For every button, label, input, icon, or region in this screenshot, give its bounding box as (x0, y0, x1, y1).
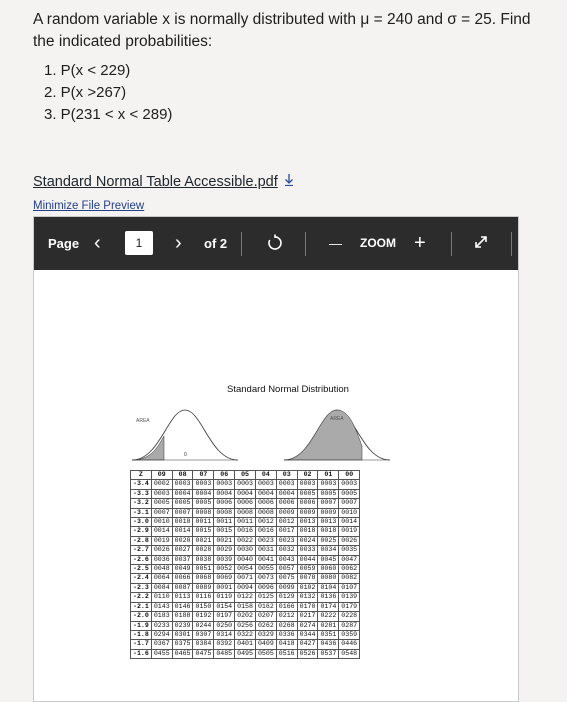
z-table-row (131, 527, 360, 536)
probability-cell: 0026 (339, 536, 360, 545)
probability-cell: 0102 (297, 583, 318, 592)
probability-cell: 0207 (255, 612, 276, 621)
probability-cell: 0018 (318, 527, 339, 536)
probability-cell: 0009 (297, 508, 318, 517)
probability-cell: 0007 (318, 499, 339, 508)
document-page (34, 270, 518, 701)
z-score-cell: -3.0 (131, 518, 152, 527)
probability-cell: 0170 (297, 602, 318, 611)
probability-cell: 0021 (214, 536, 235, 545)
probability-cell: 0475 (193, 649, 214, 658)
probability-cell: 0239 (172, 621, 193, 630)
probability-cell: 0078 (297, 574, 318, 583)
z-table-header-cell: 02 (297, 471, 318, 480)
probability-cell: 0026 (151, 546, 172, 555)
z-score-cell: -2.0 (131, 612, 152, 621)
probability-cell: 0048 (151, 565, 172, 574)
probability-cell: 0027 (172, 546, 193, 555)
z-table-row (131, 630, 360, 639)
probability-cell: 0281 (318, 621, 339, 630)
probability-cell: 0344 (297, 630, 318, 639)
probability-cell: 0301 (172, 630, 193, 639)
z-score-cell: -1.9 (131, 621, 152, 630)
probability-cell: 0087 (172, 583, 193, 592)
probability-cell: 0107 (339, 583, 360, 592)
probability-cell: 0217 (297, 612, 318, 621)
left-tail-curve (130, 402, 240, 464)
probability-cell: 0202 (235, 612, 256, 621)
z-score-cell: -1.7 (131, 640, 152, 649)
probability-cell: 0014 (172, 527, 193, 536)
z-table-header-cell: 04 (255, 471, 276, 480)
probability-cell: 0143 (151, 602, 172, 611)
probability-cell: 0007 (151, 508, 172, 517)
probability-cell: 0274 (297, 621, 318, 630)
probability-cell: 0008 (193, 508, 214, 517)
probability-cell: 0228 (339, 612, 360, 621)
probability-cell: 0009 (276, 508, 297, 517)
page-number-input[interactable]: 1 (125, 231, 153, 255)
probability-cell: 0122 (235, 593, 256, 602)
probability-cell: 0041 (255, 555, 276, 564)
probability-cell: 0322 (235, 630, 256, 639)
probability-cell: 0015 (214, 527, 235, 536)
probability-cell: 0307 (193, 630, 214, 639)
probability-cell: 0197 (214, 612, 235, 621)
chevron-left-icon[interactable]: ‹ (94, 232, 101, 254)
question-list (44, 60, 172, 126)
z-score-cell: -1.8 (131, 630, 152, 639)
probability-cell: 0004 (235, 489, 256, 498)
probability-cell: 0054 (235, 565, 256, 574)
z-score-cell: -2.8 (131, 536, 152, 545)
chevron-right-icon[interactable]: › (175, 232, 182, 254)
z-table-header-cell: 03 (276, 471, 297, 480)
probability-cell: 0010 (151, 518, 172, 527)
rotate-icon[interactable] (266, 234, 284, 254)
probability-cell: 0268 (276, 621, 297, 630)
probability-cell: 0003 (193, 480, 214, 489)
probability-cell: 0075 (276, 574, 297, 583)
probability-cell: 0055 (255, 565, 276, 574)
probability-cell: 0384 (193, 640, 214, 649)
probability-cell: 0021 (193, 536, 214, 545)
probability-cell: 0005 (172, 499, 193, 508)
probability-cell: 0032 (276, 546, 297, 555)
expand-icon[interactable] (473, 234, 489, 254)
probability-cell: 0008 (235, 508, 256, 517)
probability-cell: 0262 (255, 621, 276, 630)
probability-cell: 0005 (151, 499, 172, 508)
probability-cell: 0034 (318, 546, 339, 555)
z-score-cell: -3.2 (131, 499, 152, 508)
probability-cell: 0003 (318, 480, 339, 489)
probability-cell: 0082 (339, 574, 360, 583)
probability-cell: 0047 (339, 555, 360, 564)
probability-cell: 0166 (276, 602, 297, 611)
z-score-cell: -3.4 (131, 480, 152, 489)
probability-cell: 0066 (172, 574, 193, 583)
z-table-row (131, 612, 360, 621)
zoom-out-button[interactable]: — (329, 236, 342, 251)
document-title: Standard Normal Distribution (227, 384, 349, 395)
probability-cell: 0526 (297, 649, 318, 658)
probability-cell: 0044 (297, 555, 318, 564)
page-label: Page (48, 236, 80, 251)
z-table-row (131, 602, 360, 611)
probability-cell: 0028 (193, 546, 214, 555)
probability-cell: 0004 (214, 489, 235, 498)
probability-cell: 0548 (339, 649, 360, 658)
probability-cell: 0089 (193, 583, 214, 592)
question-item-2: 2. P(x >267) (44, 84, 127, 101)
probability-cell: 0008 (214, 508, 235, 517)
z-table-header (131, 471, 360, 480)
z-table-row (131, 536, 360, 545)
toolbar-divider (305, 232, 306, 256)
z-score-cell: -2.5 (131, 565, 152, 574)
probability-cell: 0006 (235, 499, 256, 508)
z-table-header-cell: 05 (235, 471, 256, 480)
probability-cell: 0023 (276, 536, 297, 545)
probability-cell: 0023 (255, 536, 276, 545)
z-score-cell: -3.3 (131, 489, 152, 498)
probability-cell: 0013 (318, 518, 339, 527)
probability-cell: 0233 (151, 621, 172, 630)
right-curve-label: AREA (330, 416, 344, 422)
z-table-row (131, 546, 360, 555)
probability-cell: 0222 (318, 612, 339, 621)
probability-cell: 0004 (255, 489, 276, 498)
probability-cell: 0179 (339, 602, 360, 611)
z-score-cell: -2.6 (131, 555, 152, 564)
probability-cell: 0057 (276, 565, 297, 574)
probability-cell: 0427 (297, 640, 318, 649)
probability-cell: 0003 (151, 489, 172, 498)
zoom-label: ZOOM (360, 236, 396, 250)
page-count-label: of 2 (204, 236, 228, 251)
z-score-cell: -2.4 (131, 574, 152, 583)
z-table-header-cell: 07 (193, 471, 214, 480)
probability-cell: 0116 (193, 593, 214, 602)
probability-cell: 0003 (276, 480, 297, 489)
z-score-cell: -3.1 (131, 508, 152, 517)
probability-cell: 0049 (172, 565, 193, 574)
curve-axis-label: 0 (184, 452, 187, 458)
probability-cell: 0017 (276, 527, 297, 536)
z-score-cell: -2.1 (131, 602, 152, 611)
probability-cell: 0003 (172, 480, 193, 489)
z-table-row (131, 565, 360, 574)
probability-cell: 0059 (297, 565, 318, 574)
probability-cell: 0073 (255, 574, 276, 583)
z-score-cell: -1.6 (131, 649, 152, 658)
probability-cell: 0084 (151, 583, 172, 592)
probability-cell: 0008 (255, 508, 276, 517)
probability-cell: 0068 (193, 574, 214, 583)
z-table-row (131, 621, 360, 630)
probability-cell: 0505 (255, 649, 276, 658)
probability-cell: 0359 (339, 630, 360, 639)
probability-cell: 0019 (339, 527, 360, 536)
probability-cell: 0013 (297, 518, 318, 527)
probability-cell: 0016 (255, 527, 276, 536)
probability-cell: 0010 (172, 518, 193, 527)
probability-cell: 0051 (193, 565, 214, 574)
probability-cell: 0030 (235, 546, 256, 555)
probability-cell: 0007 (339, 499, 360, 508)
z-table-row (131, 518, 360, 527)
probability-cell: 0250 (214, 621, 235, 630)
probability-cell: 0014 (151, 527, 172, 536)
probability-cell: 0002 (151, 480, 172, 489)
probability-cell: 0174 (318, 602, 339, 611)
probability-cell: 0096 (255, 583, 276, 592)
question-item-1: 1. P(x < 229) (44, 62, 131, 79)
z-table-header-cell: 09 (151, 471, 172, 480)
probability-cell: 0024 (297, 536, 318, 545)
probability-cell: 0436 (318, 640, 339, 649)
probability-cell: 0132 (297, 593, 318, 602)
probability-cell: 0455 (151, 649, 172, 658)
probability-cell: 0003 (255, 480, 276, 489)
probability-cell: 0129 (276, 593, 297, 602)
probability-cell: 0154 (214, 602, 235, 611)
probability-cell: 0003 (235, 480, 256, 489)
probability-cell: 0006 (214, 499, 235, 508)
probability-cell: 0039 (214, 555, 235, 564)
probability-cell: 0139 (339, 593, 360, 602)
z-table-row (131, 583, 360, 592)
toolbar-divider (511, 232, 512, 256)
probability-cell: 0256 (235, 621, 256, 630)
z-score-cell: -2.3 (131, 583, 152, 592)
probability-cell: 0011 (235, 518, 256, 527)
probability-cell: 0011 (193, 518, 214, 527)
probability-cell: 0064 (151, 574, 172, 583)
z-table-row (131, 480, 360, 489)
z-score-cell: -2.7 (131, 546, 152, 555)
z-table-row (131, 649, 360, 658)
z-table-row (131, 640, 360, 649)
z-table (130, 470, 360, 659)
probability-cell: 0287 (339, 621, 360, 630)
probability-cell: 0125 (255, 593, 276, 602)
document-area (34, 270, 518, 701)
minimize-preview-link[interactable]: Minimize File Preview (33, 200, 145, 212)
z-table-header-cell: 06 (214, 471, 235, 480)
probability-cell: 0003 (339, 480, 360, 489)
probability-cell: 0035 (339, 546, 360, 555)
probability-cell: 0392 (214, 640, 235, 649)
probability-cell: 0069 (214, 574, 235, 583)
probability-cell: 0009 (318, 508, 339, 517)
probability-cell: 0367 (151, 640, 172, 649)
toolbar-divider (241, 232, 242, 256)
z-table-row (131, 593, 360, 602)
probability-cell: 0110 (151, 593, 172, 602)
probability-cell: 0071 (235, 574, 256, 583)
probability-cell: 0036 (151, 555, 172, 564)
probability-cell: 0351 (318, 630, 339, 639)
probability-cell: 0158 (235, 602, 256, 611)
probability-cell: 0045 (318, 555, 339, 564)
probability-cell: 0465 (172, 649, 193, 658)
z-table-header-cell: 08 (172, 471, 193, 480)
zoom-in-button[interactable]: + (414, 232, 426, 254)
probability-cell: 0006 (276, 499, 297, 508)
probability-cell: 0029 (214, 546, 235, 555)
probability-cell: 0003 (214, 480, 235, 489)
probability-cell: 0192 (193, 612, 214, 621)
probability-cell: 0037 (172, 555, 193, 564)
probability-cell: 0005 (193, 499, 214, 508)
probability-cell: 0019 (151, 536, 172, 545)
probability-cell: 0104 (318, 583, 339, 592)
probability-cell: 0516 (276, 649, 297, 658)
probability-cell: 0010 (339, 508, 360, 517)
probability-cell: 0025 (318, 536, 339, 545)
probability-cell: 0146 (172, 602, 193, 611)
probability-cell: 0038 (193, 555, 214, 564)
probability-cell: 0150 (193, 602, 214, 611)
probability-cell: 0014 (339, 518, 360, 527)
probability-cell: 0016 (235, 527, 256, 536)
pdf-toolbar (34, 217, 518, 270)
z-table-row (131, 508, 360, 517)
probability-cell: 0005 (339, 489, 360, 498)
probability-cell: 0007 (172, 508, 193, 517)
probability-cell: 0294 (151, 630, 172, 639)
probability-cell: 0495 (235, 649, 256, 658)
probability-cell: 0485 (214, 649, 235, 658)
z-table-header-cell: Z (131, 471, 152, 480)
z-table-row (131, 574, 360, 583)
probability-cell: 0003 (297, 480, 318, 489)
attachment-file-name[interactable]: Standard Normal Table Accessible.pdf (33, 174, 278, 190)
probability-cell: 0113 (172, 593, 193, 602)
probability-cell: 0244 (193, 621, 214, 630)
question-text: A random variable x is normally distributed with μ = 240 and σ = 25. Find the indicated probabilities: (33, 11, 531, 50)
probability-cell: 0043 (276, 555, 297, 564)
probability-cell: 0060 (318, 565, 339, 574)
attachment-link[interactable] (33, 174, 294, 190)
z-score-cell: -2.9 (131, 527, 152, 536)
probability-cell: 0099 (276, 583, 297, 592)
probability-cell: 0537 (318, 649, 339, 658)
probability-cell: 0094 (235, 583, 256, 592)
question-item-3: 3. P(231 < x < 289) (44, 106, 173, 123)
probability-cell: 0040 (235, 555, 256, 564)
probability-cell: 0052 (214, 565, 235, 574)
probability-cell: 0375 (172, 640, 193, 649)
probability-cell: 0004 (193, 489, 214, 498)
probability-cell: 0012 (276, 518, 297, 527)
probability-cell: 0409 (255, 640, 276, 649)
probability-cell: 0015 (193, 527, 214, 536)
toolbar-divider (451, 232, 452, 256)
probability-cell: 0401 (235, 640, 256, 649)
probability-cell: 0022 (235, 536, 256, 545)
z-table-row (131, 489, 360, 498)
probability-cell: 0162 (255, 602, 276, 611)
probability-cell: 0020 (172, 536, 193, 545)
pdf-viewer (33, 216, 519, 702)
probability-cell: 0011 (214, 518, 235, 527)
probability-cell: 0336 (276, 630, 297, 639)
z-score-cell: -2.2 (131, 593, 152, 602)
probability-cell: 0314 (214, 630, 235, 639)
probability-cell: 0136 (318, 593, 339, 602)
probability-cell: 0418 (276, 640, 297, 649)
probability-cell: 0091 (214, 583, 235, 592)
z-table-header-cell: 00 (339, 471, 360, 480)
probability-cell: 0212 (276, 612, 297, 621)
probability-cell: 0033 (297, 546, 318, 555)
right-tail-curve (282, 402, 392, 464)
probability-cell: 0119 (214, 593, 235, 602)
z-table-row (131, 555, 360, 564)
z-table-header-cell: 01 (318, 471, 339, 480)
download-arrow-icon[interactable] (284, 174, 294, 189)
probability-cell: 0183 (151, 612, 172, 621)
probability-cell: 0018 (297, 527, 318, 536)
left-curve-label: AREA (136, 418, 150, 424)
z-table-row (131, 499, 360, 508)
probability-cell: 0005 (297, 489, 318, 498)
probability-cell: 0006 (255, 499, 276, 508)
probability-cell: 0188 (172, 612, 193, 621)
probability-cell: 0005 (318, 489, 339, 498)
probability-cell: 0329 (255, 630, 276, 639)
probability-cell: 0031 (255, 546, 276, 555)
probability-cell: 0012 (255, 518, 276, 527)
probability-cell: 0446 (339, 640, 360, 649)
probability-cell: 0080 (318, 574, 339, 583)
probability-cell: 0004 (172, 489, 193, 498)
probability-cell: 0006 (297, 499, 318, 508)
probability-cell: 0062 (339, 565, 360, 574)
probability-cell: 0004 (276, 489, 297, 498)
